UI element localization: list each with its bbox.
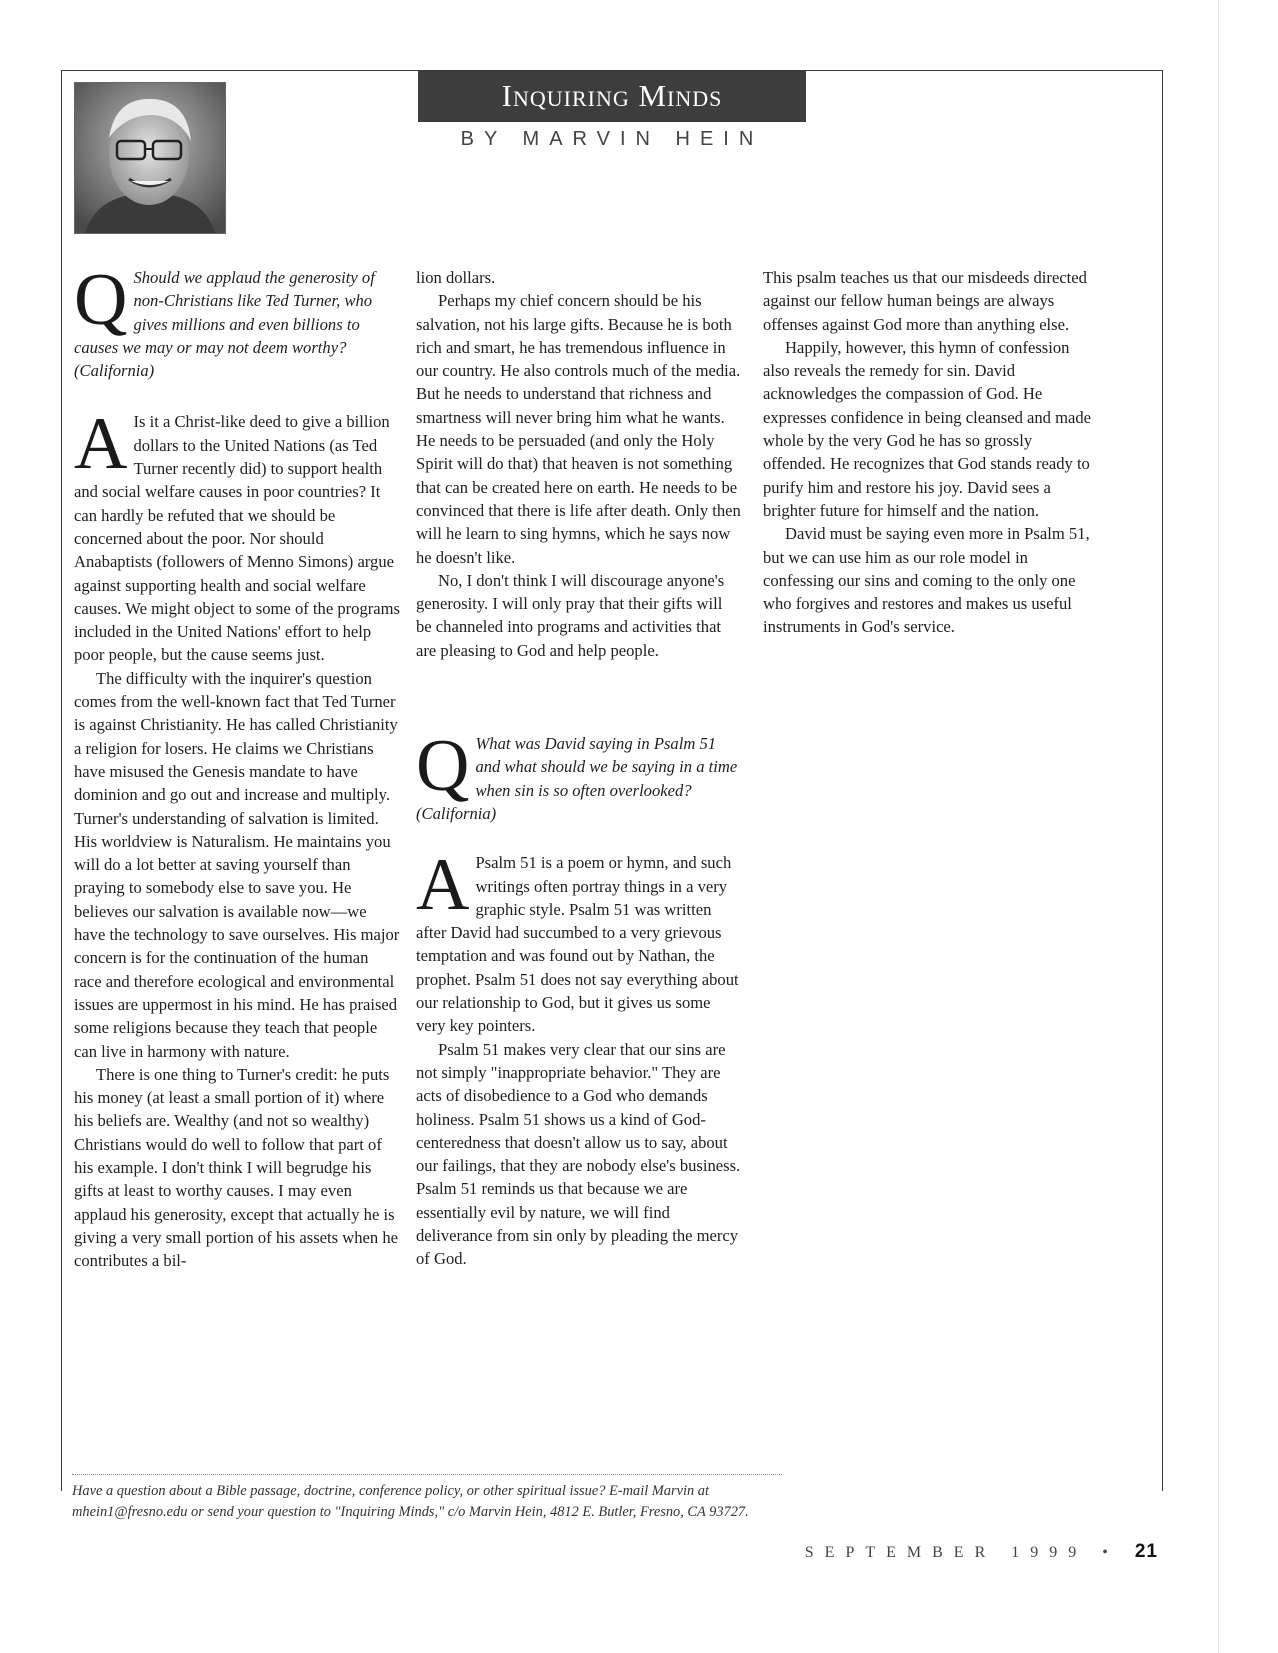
separator-bullet: • [1102, 1544, 1120, 1561]
author-photo [74, 82, 226, 234]
question-2 [416, 725, 742, 825]
answer-1-text: Is it a Christ-like deed to give a billion dollars to the United Nations (as Ted Turner recently did) to support health and social welfare causes in poor countries? It can hardly be refuted that we should be concerned about the poor. Nor should Anabaptists (followers of Menno Simons) argue against supporting health and social welfare causes. We might object to some of the programs included in the United Nations' effort to help poor people, but the cause seems just. [74, 412, 401, 665]
paragraph: Perhaps my chief concern should be his salvation, not his large gifts. Because he is both rich and smart, he has tremendous influence in our country. He also controls much of the media. But he needs to understand that richness and smartness will never bring him what he wants. He needs to be persuaded (and only the Holy Spirit will do that) that heaven is not something that can be created here on earth. He needs to be convinced that there is life after death. Only then will he learn to sing hymns, which he says now he doesn't like. [416, 291, 741, 567]
paragraph: This psalm teaches us that our misdeeds directed against our fellow human beings are always offenses against God more than anything else. [763, 268, 1087, 334]
column-1 [74, 259, 401, 1272]
issue-date: SEPTEMBER 1999 [804, 1544, 1088, 1561]
answer-1 [74, 403, 401, 666]
a-drop-cap: A [416, 844, 470, 927]
question-1-text: Should we applaud the generosity of non-Christians like Ted Turner, who gives millions and even billions to causes we may or may not deem worthy? (California) [74, 268, 375, 381]
paragraph: No, I don't think I will discourage anyone's generosity. I will only pray that their gifts will be channeled into programs and activities that are pleasing to God and help people. [416, 570, 725, 660]
page-footer [763, 1541, 1158, 1563]
paragraph: There is one thing to Turner's credit: he puts his money (at least a small portion of it) where his beliefs are. Wealthy (and not so wealthy) Christians would do well to follow that part of his example. I don't think I will begrudge his gifts at least to worthy causes. I may even applaud his generosity, except that actually he is giving a very small portion of his assets when he contributes a bil- [74, 1064, 398, 1271]
paragraph: lion dollars. [416, 268, 496, 287]
q-drop-cap: Q [74, 259, 128, 341]
page-number: 21 [1134, 1541, 1158, 1562]
paragraph: Psalm 51 makes very clear that our sins are not simply "inappropriate behavior." They are acts of disobedience to a God who demands holiness. Psalm 51 shows us a kind of God-centeredness that doesn't allow us to say, about our failings, that they are nobody else's business. Psalm 51 reminds us that because we are essentially evil by nature, we will find deliverance from sin only by pleading the mercy of God. [416, 1039, 741, 1269]
paragraph: David must be saying even more in Psalm 51, but we can use him as our role model in confessing our sins and coming to the only one who forgives and restores and makes us useful instruments in God's service. [763, 524, 1090, 637]
paragraph: Happily, however, this hymn of confession also reveals the remedy for sin. David acknowledges the compassion of God. He expresses confidence in being cleansed and made whole by the very God he has so grossly offended. He recognizes that God stands ready to purify him and restore his joy. David sees a brighter future for himself and the nation. [763, 337, 1092, 520]
column-title-banner: Inquiring Minds [418, 70, 806, 122]
column-3 [763, 266, 1093, 639]
question-1 [74, 259, 400, 382]
column-2 [416, 266, 742, 1271]
page-edge-rule [1218, 0, 1219, 1653]
answer-2-text: Psalm 51 is a poem or hymn, and such writings often portray things in a very graphic style. Psalm 51 was written after David had succumbed to a very grievous temptation and was found out by Nathan, the prophet. Psalm 51 does not say everything about our relationship to God, but it gives us some very key pointers. [416, 853, 739, 1036]
question-2-text: What was David saying in Psalm 51 and what should we be saying in a time when sin is so often overlooked? (California) [416, 734, 738, 823]
submission-note: Have a question about a Bible passage, doctrine, conference policy, or other spiritual issue? E-mail Marvin at mhein1@fresno.edu or send your question to "Inquiring Minds," c/o Marvin Hein, 4812 E. Butler, Fresno, CA 93727. [72, 1474, 782, 1523]
a-drop-cap: A [74, 403, 128, 486]
q-drop-cap: Q [416, 725, 470, 808]
paragraph: The difficulty with the inquirer's question comes from the well-known fact that Ted Turner is against Christianity. He has called Christianity a religion for losers. He claims we Christians have misused the Genesis mandate to have dominion and go out and increase and multiply. Turner's understanding of salvation is limited. His worldview is Naturalism. He maintains you will do a lot better at saving yourself than praying to somebody else to save you. He believes our salvation is available now—we have the technology to save ourselves. His major concern is for the continuation of the human race and therefore ecological and environmental issues are uppermost in his mind. He has praised some religions because they teach that people can live in harmony with nature. [74, 668, 400, 1061]
byline: BY MARVIN HEIN [460, 128, 764, 150]
answer-2 [416, 844, 742, 1037]
